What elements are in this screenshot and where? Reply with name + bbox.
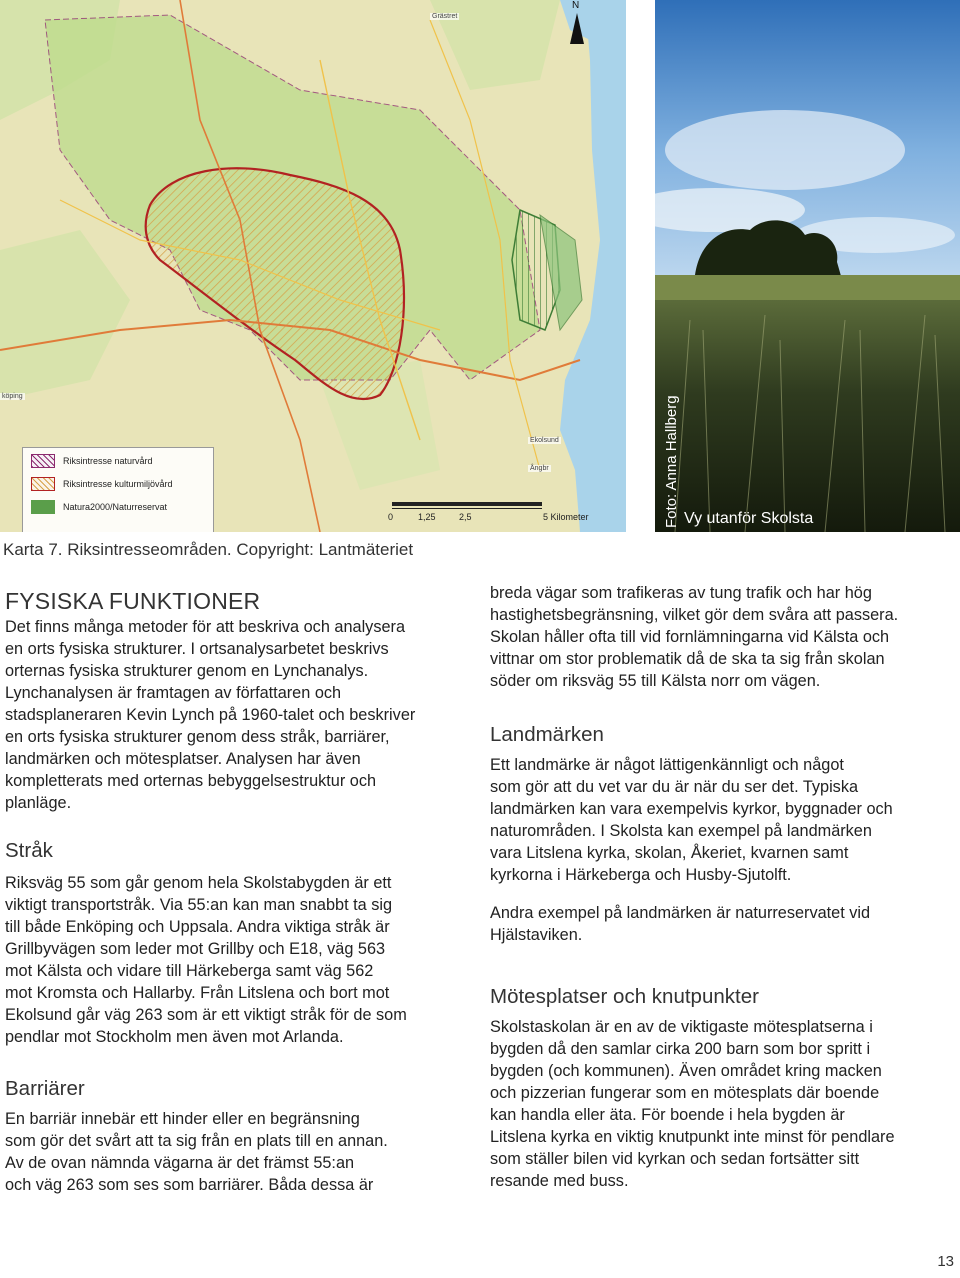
barriarer-paragraph (5, 1108, 475, 1196)
text-line: bygden då den samlar cirka 200 barn som bor spritt i (490, 1040, 871, 1058)
text-line: en orts fysiska strukturer genom dess stråk, barriärer, (5, 728, 390, 746)
map-scale-bar (388, 498, 618, 532)
text-line: som gör att du vet var du är när du ser det. Typiska (490, 778, 859, 796)
text-line: Andra exempel på landmärken är naturreservatet vid (490, 904, 871, 922)
continuation-paragraph (490, 582, 958, 692)
text-line: bygden (och kommunen). Även området kring macken (490, 1062, 882, 1080)
text-line: vittnar om stor problematik då de ska ta sig från skolan (490, 650, 885, 668)
scale-tick: 2,5 (459, 512, 472, 522)
text-line: och väg 263 som ses som barriärer. Båda dessa är (5, 1176, 374, 1194)
text-line: Skolstaskolan är en av de viktigaste mötesplatserna i (490, 1018, 873, 1036)
text-line: söder om riksväg 55 till Kälsta norr om vägen. (490, 672, 821, 690)
photo-credit: Foto: Anna Hallberg (663, 395, 680, 528)
text-line: kompletterats med orternas bebyggelsestruktur och (5, 772, 377, 790)
text-line: Av de ovan nämnda vägarna är det främst 55:an (5, 1154, 355, 1172)
text-line: Hjälstaviken. (490, 926, 583, 944)
text-line: som ställer bilen vid kyrkan och sedan fortsätter sitt (490, 1150, 860, 1168)
scale-tick: 5 Kilometer (543, 512, 589, 522)
text-line: vara Litslena kyrka, skolan, Åkeriet, kvarnen samt (490, 844, 849, 862)
right-column (490, 582, 958, 1192)
legend-item-natura (31, 499, 167, 515)
text-line: en orts fysiska strukturer. I ortsanalysarbetet beskrivs (5, 640, 389, 658)
text-line: landmärken och mötesplatser. Analysen har även (5, 750, 361, 768)
text-line: Ett landmärke är något lättigenkännligt och något (490, 756, 844, 774)
page-number: 13 (937, 1253, 954, 1270)
legend-swatch-kultur (31, 477, 55, 491)
map-legend (22, 447, 214, 532)
text-line: orternas fysiska strukturer genom en Lynchanalys. (5, 662, 369, 680)
text-line: Lynchanalysen är framtagen av författaren och (5, 684, 342, 702)
place-east-1: Ekolsund (530, 437, 559, 444)
scale-tick: 1,25 (418, 512, 436, 522)
subheading-landmarken: Landmärken (490, 723, 604, 746)
place-left-town: köping (2, 393, 23, 400)
legend-swatch-natura (31, 500, 55, 514)
landmarken-paragraph (490, 754, 958, 886)
text-line: naturområden. I Skolsta kan exempel på landmärken (490, 822, 872, 840)
legend-item-natur (31, 453, 153, 469)
place-east-2: Ångbr (530, 465, 549, 472)
north-label: N (572, 0, 580, 11)
photo-caption: Vy utanför Skolsta (684, 510, 814, 527)
landscape-photo (655, 0, 960, 532)
text-line: och pizzerian fungerar som en mötesplats där boende (490, 1084, 880, 1102)
subheading-motesplatser: Mötesplatser och knutpunkter (490, 985, 759, 1008)
text-line: planläge. (5, 794, 72, 812)
landmarken-paragraph-2 (490, 902, 958, 946)
text-line: resande med buss. (490, 1172, 629, 1190)
text-line: till både Enköping och Uppsala. Andra viktiga stråk är (5, 918, 390, 936)
text-line: Litslena kyrka en viktig knutpunkt inte minst för pendlare (490, 1128, 895, 1146)
motesplatser-paragraph (490, 1016, 958, 1192)
strak-paragraph (5, 872, 475, 1048)
text-line: Riksväg 55 som går genom hela Skolstabygden är ett (5, 874, 392, 892)
text-line: landmärken kan vara exempelvis kyrkor, byggnader och (490, 800, 893, 818)
map-riksintresse (0, 0, 626, 532)
text-line: kyrkorna i Härkeberga och Husby-Sjutolft. (490, 866, 792, 884)
intro-paragraph (5, 616, 475, 814)
text-line: Skolan håller ofta till vid fornlämningarna vid Kälsta och (490, 628, 890, 646)
subheading-barriarer: Barriärer (5, 1077, 85, 1100)
legend-label: Natura2000/Naturreservat (63, 502, 168, 512)
legend-label: Riksintresse naturvård (63, 456, 153, 466)
legend-swatch-natur (31, 454, 55, 468)
left-column (5, 590, 475, 1196)
text-line: Det finns många metoder för att beskriva och analysera (5, 618, 405, 636)
text-line: pendlar mot Stockholm men även mot Arlanda. (5, 1028, 344, 1046)
scale-tick: 0 (388, 512, 394, 522)
text-line: En barriär innebär ett hinder eller en begränsning (5, 1110, 360, 1128)
legend-label: Riksintresse kulturmiljövård (63, 479, 173, 489)
text-line: mot Kromsta och Hallarby. Från Litslena och bort mot (5, 984, 390, 1002)
section-heading: FYSISKA FUNKTIONER (5, 588, 261, 614)
subheading-strak: Stråk (5, 839, 53, 862)
legend-item-kultur (31, 476, 173, 492)
place-top: Grästret (432, 13, 458, 20)
text-line: hastighetsbegränsning, vilket gör dem svåra att passera. (490, 606, 899, 624)
text-line: kan handla eller äta. För boende i hela bygden är (490, 1106, 845, 1124)
text-line: stadsplaneraren Kevin Lynch på 1960-talet och beskriver (5, 706, 416, 724)
text-line: mot Kälsta och vidare till Härkeberga samt väg 562 (5, 962, 374, 980)
text-line: Ekolsund går väg 263 som är ett viktigt stråk för de som (5, 1006, 407, 1024)
text-line: som gör det svårt att ta sig från en plats till en annan. (5, 1132, 388, 1150)
text-line: viktigt transportstråk. Via 55:an kan man snabbt ta sig (5, 896, 393, 914)
photo-graphic (655, 0, 960, 532)
map-caption: Karta 7. Riksintresseområden. Copyright: Lantmäteriet (3, 540, 414, 559)
text-line: breda vägar som trafikeras av tung trafik och har hög (490, 584, 872, 602)
text-line: Grillbyvägen som leder mot Grillby och E18, väg 563 (5, 940, 386, 958)
